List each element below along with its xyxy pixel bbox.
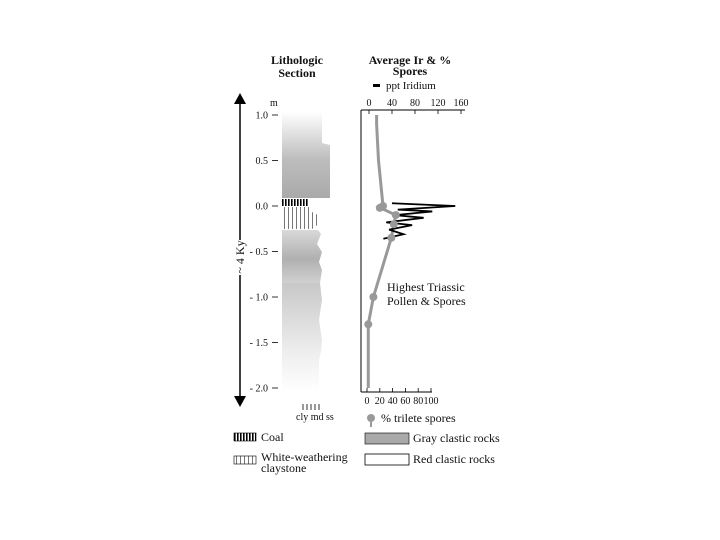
section-title-line2: Section (278, 66, 316, 80)
top-axis-tick-label: 0 (366, 98, 372, 109)
claystone-band (282, 207, 320, 229)
legend-coal-swatch (234, 433, 256, 441)
bottom-axis-tick-label: 40 (387, 396, 398, 407)
top-axis-tick-label: 160 (453, 98, 469, 109)
top-axis-tick-label: 40 (387, 98, 397, 109)
legend-claystone-swatch (234, 456, 256, 464)
spores-data-point (390, 220, 398, 228)
spores-legend-marker (367, 414, 375, 422)
bottom-axis-tick-label: 80 (413, 396, 424, 407)
column-upper-gray (282, 112, 330, 198)
bottom-axis-ticks (365, 388, 439, 407)
series-layer (364, 115, 455, 388)
top-axis-tick-label: 120 (430, 98, 446, 109)
depth-tick-label: - 1.5 (249, 338, 268, 349)
legend-claystone-label-line1: White-weathering (261, 450, 348, 464)
legend-red-swatch (365, 454, 409, 465)
spores-data-point (369, 293, 377, 301)
bottom-axis-tick-label: 60 (400, 396, 411, 407)
top-axis-ticks (367, 98, 469, 114)
annotation-line2: Pollen & Spores (387, 294, 466, 308)
depth-tick-label: - 0.5 (249, 247, 268, 258)
grain-size-labels: cly md ss (296, 412, 334, 423)
depth-tick-label: - 1.0 (249, 292, 268, 304)
legend-gray-swatch (365, 433, 409, 444)
time-arrow-head-bottom (234, 396, 246, 407)
depth-unit: m (270, 98, 278, 109)
spores-data-point (364, 320, 372, 328)
legend-gray-label: Gray clastic rocks (413, 431, 500, 445)
iridium-legend-swatch (373, 84, 380, 87)
legend-coal-label: Coal (261, 430, 284, 444)
spores-data-point (392, 211, 400, 219)
spores-series-line (368, 115, 396, 388)
section-title-line1: Lithologic (270, 53, 324, 67)
time-label: ~ 4 Ky (233, 240, 247, 274)
depth-tick-labels (250, 111, 278, 395)
depth-tick-label: 0.5 (255, 156, 268, 167)
spores-data-point (376, 204, 384, 212)
depth-tick-label: 0.0 (255, 201, 268, 213)
bottom-axis-tick-label: 0 (364, 396, 370, 407)
spores-legend-label: % trilete spores (381, 411, 456, 425)
depth-tick-label: - 2.0 (249, 383, 268, 395)
column-middle-gray (282, 230, 322, 283)
column-lower-gray (282, 283, 322, 392)
depth-tick-label: 1.0 (255, 110, 268, 122)
top-axis-tick-label: 80 (410, 98, 420, 109)
time-arrow-head-top (234, 93, 246, 104)
coal-band (282, 199, 308, 206)
iridium-legend-label: ppt Iridium (386, 80, 436, 92)
annotation-line1: Highest Triassic (387, 280, 465, 294)
legend-red-label: Red clastic rocks (413, 452, 495, 466)
spores-data-point (387, 234, 395, 242)
bottom-axis-tick-label: 100 (423, 396, 439, 407)
bottom-axis-tick-label: 20 (374, 396, 385, 407)
grain-size-ticks (303, 404, 319, 410)
legend-claystone-label-line2: claystone (261, 461, 307, 475)
lithologic-column (282, 112, 330, 392)
geochem-title-line2: Spores (392, 64, 428, 78)
geochem-title-line1: Average Ir & % (368, 53, 452, 67)
